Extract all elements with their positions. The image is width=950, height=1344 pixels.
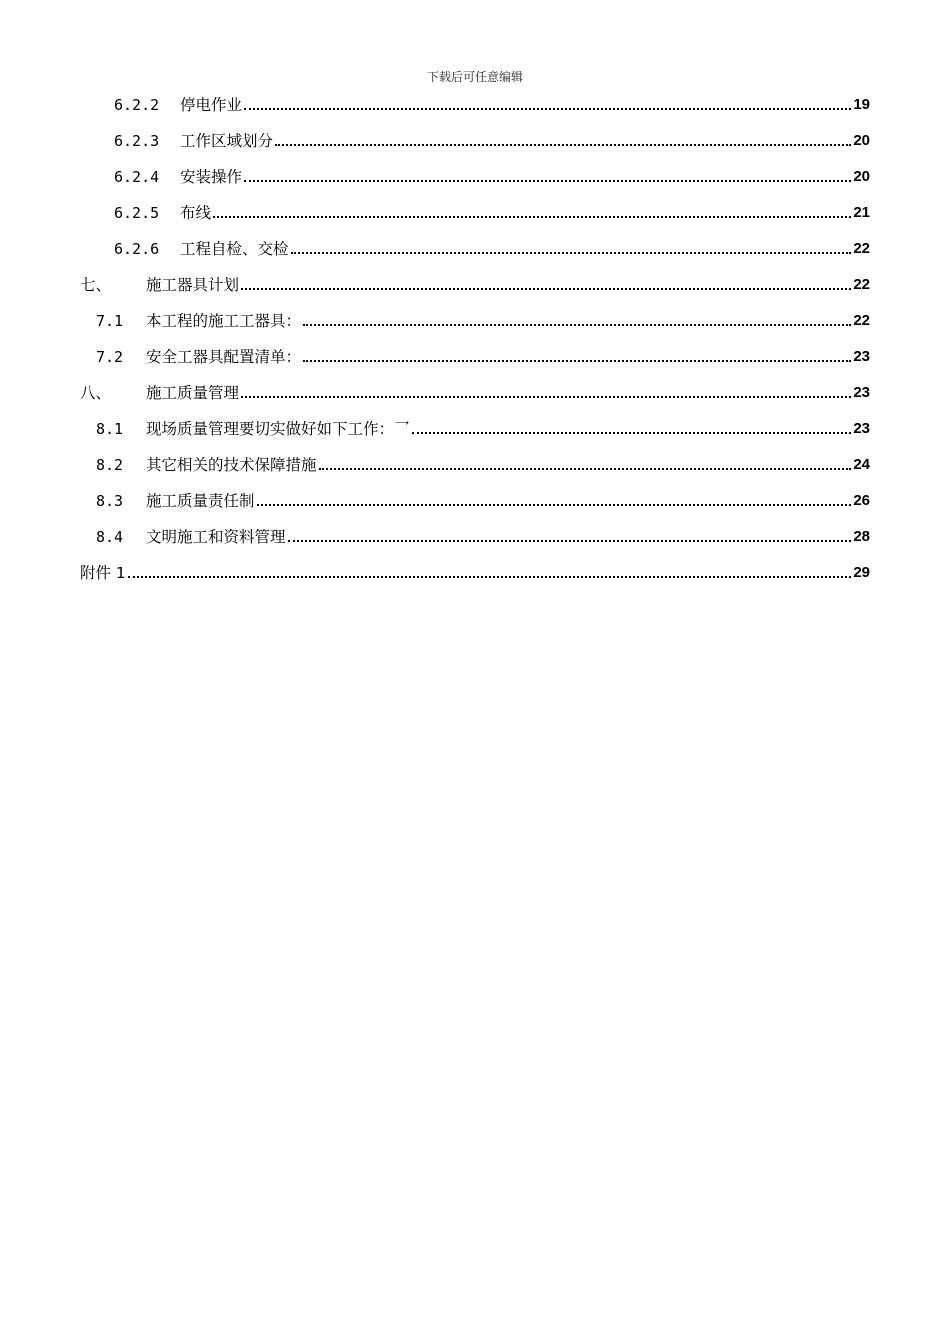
toc-entry-number: 八、: [80, 384, 112, 402]
toc-entry-title: 安装操作: [180, 168, 243, 186]
toc-dot-leader: [241, 396, 851, 398]
toc-entry-6-2-3[interactable]: [114, 130, 870, 152]
toc-entry-page: 28: [853, 528, 870, 545]
toc-entry-page: 23: [853, 348, 870, 365]
toc-entry-page: 20: [853, 168, 870, 185]
toc-entry-7-1[interactable]: [96, 310, 870, 332]
toc-entry-number: 7.2: [96, 348, 124, 366]
toc-entry-6-2-5[interactable]: [114, 202, 870, 224]
toc-dot-leader: [319, 468, 852, 470]
toc-entry-number: 6.2.6: [114, 240, 160, 258]
toc-entry-8-4[interactable]: [96, 526, 870, 548]
toc-entry-6-2-4[interactable]: [114, 166, 870, 188]
page-header: 下载后可任意编辑: [426, 70, 523, 84]
toc-entry-title: 施工质量管理: [146, 384, 240, 402]
toc-entry-title: 工程自检、交检: [180, 240, 289, 258]
toc-entry-title: 布线: [180, 204, 212, 222]
toc-entry-8-1[interactable]: [96, 418, 870, 440]
toc-dot-leader: [244, 108, 851, 110]
toc-dot-leader: [288, 540, 852, 542]
toc-entry-page: 19: [853, 96, 870, 113]
toc-entry-title: 施工质量责任制: [146, 492, 255, 510]
toc-entry-appendix-1[interactable]: [80, 562, 870, 584]
toc-dot-leader: [213, 216, 851, 218]
toc-entry-number: 8.2: [96, 456, 124, 474]
toc-entry-number: 8.4: [96, 528, 124, 546]
toc-entry-6-2-2[interactable]: [114, 94, 870, 116]
toc-entry-title: 安全工器具配置清单：: [146, 348, 302, 366]
toc-dot-leader: [257, 504, 852, 506]
toc-dot-leader: [275, 144, 851, 146]
toc-entry-chapter-7[interactable]: [80, 274, 870, 296]
toc-dot-leader: [241, 288, 851, 290]
toc-entry-number: 8.1: [96, 420, 124, 438]
toc-entry-page: 22: [853, 240, 870, 257]
toc-dot-leader: [128, 576, 852, 578]
toc-entry-8-2[interactable]: [96, 454, 870, 476]
toc-entry-title: 附件 1: [80, 564, 126, 582]
toc-entry-title: 停电作业: [180, 96, 243, 114]
toc-entry-page: 21: [853, 204, 870, 221]
toc-entry-chapter-8[interactable]: [80, 382, 870, 404]
toc-entry-title: 本工程的施工工器具：: [146, 312, 302, 330]
toc-entry-number: 7.1: [96, 312, 124, 330]
toc-entry-number: 8.3: [96, 492, 124, 510]
toc-entry-6-2-6[interactable]: [114, 238, 870, 260]
toc-entry-number: 6.2.5: [114, 204, 160, 222]
toc-entry-7-2[interactable]: [96, 346, 870, 368]
toc-entry-page: 24: [853, 456, 870, 473]
toc-dot-leader: [303, 324, 851, 326]
toc-entry-title: 工作区域划分: [180, 132, 274, 150]
toc-entry-page: 26: [853, 492, 870, 509]
toc-entry-page: 20: [853, 132, 870, 149]
toc-entry-number: 6.2.4: [114, 168, 160, 186]
toc-entry-title: 其它相关的技术保障措施: [146, 456, 317, 474]
toc-dot-leader: [291, 252, 852, 254]
toc-entry-page: 29: [853, 564, 870, 581]
toc-entry-title: 文明施工和资料管理: [146, 528, 286, 546]
toc-entry-number: 七、: [80, 276, 112, 294]
toc-dot-leader: [244, 180, 851, 182]
toc-entry-page: 22: [853, 276, 870, 293]
toc-dot-leader: [303, 360, 851, 362]
toc-entry-8-3[interactable]: [96, 490, 870, 512]
toc-entry-title: 现场质量管理要切实做好如下工作：乛: [146, 420, 410, 438]
toc-entry-page: 22: [853, 312, 870, 329]
toc-entry-number: 6.2.3: [114, 132, 160, 150]
toc-entry-number: 6.2.2: [114, 96, 160, 114]
toc-entry-title: 施工器具计划: [146, 276, 240, 294]
toc-entry-page: 23: [853, 420, 870, 437]
toc-entry-page: 23: [853, 384, 870, 401]
toc-dot-leader: [412, 432, 852, 434]
